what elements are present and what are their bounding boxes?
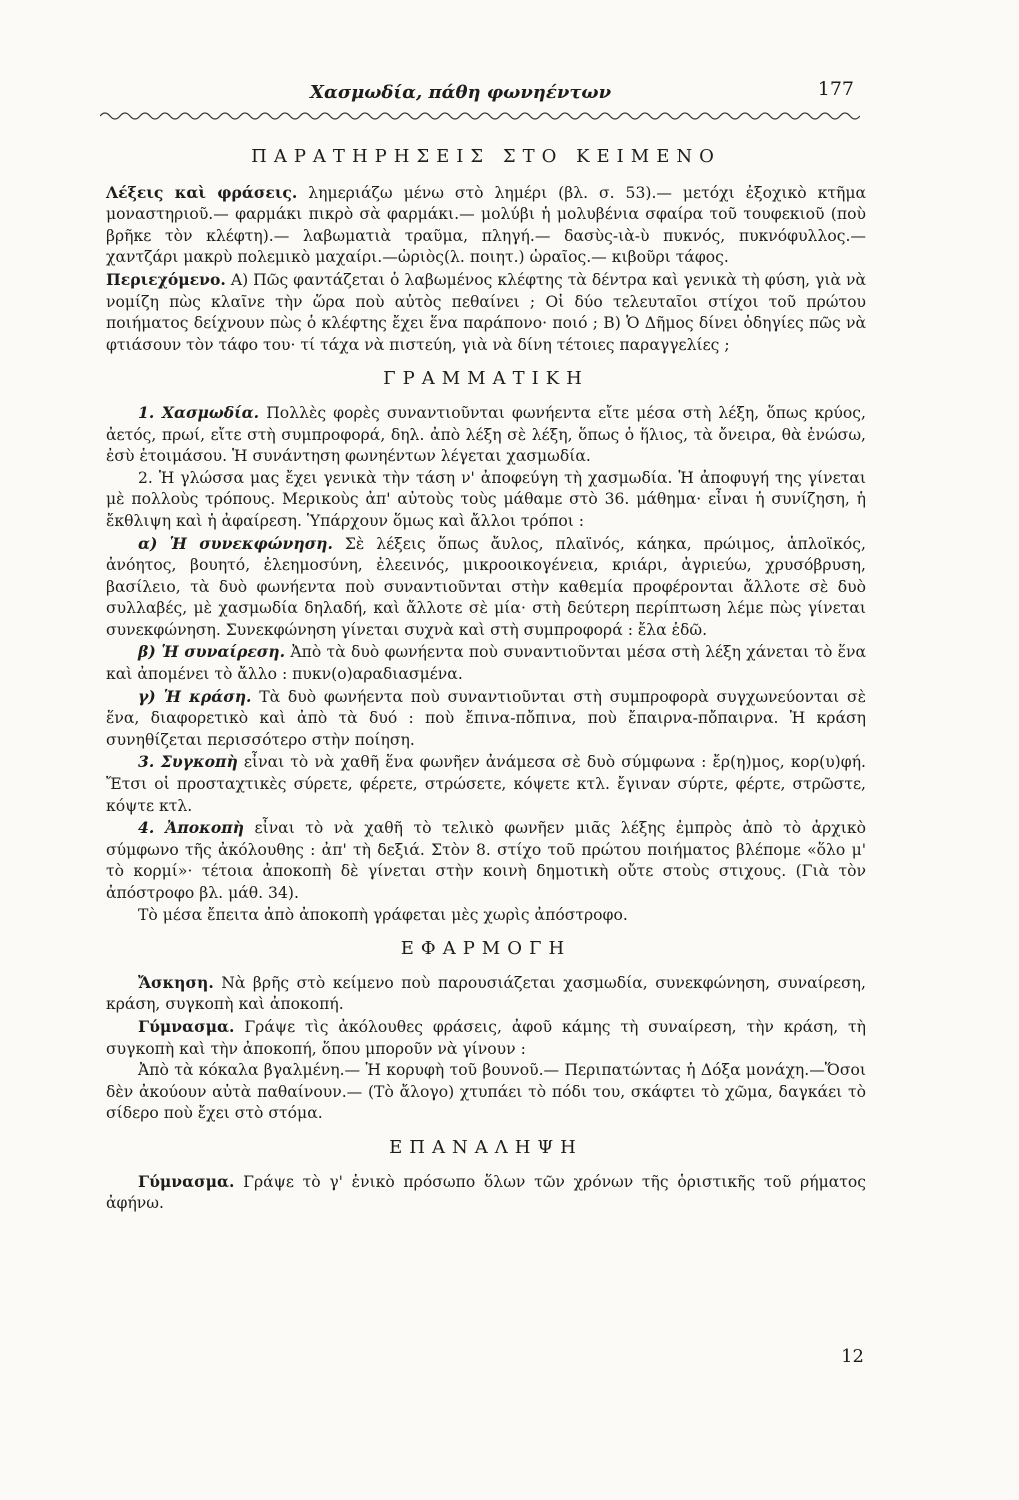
synekfonisi-label: α) Ἡ συνεκφώνηση. — [138, 533, 333, 553]
grammar-p2: 2. Ἡ γλώσσα μας ἔχει γενικὰ τὴν τάση ν' ἀποφεύγη τὴ χασμωδία. Ἡ ἀποφυγή της γίνεται μὲ πολλοὺς τρόπους. Μερικοὺς ἀπ' αὐτοὺς τοὺς μάθαμε στὸ 36. μάθημα· εἶναι ἡ συνίζηση, ἡ ἔκθλιψη καὶ ἡ ἀφαίρεση. Ὑπάρχουν ὅμως καὶ ἄλλοι τρόποι : — [106, 468, 866, 530]
hiatus-label: 1. Χασμωδία. — [138, 402, 260, 422]
hiatus-text: Πολλὲς φορὲς συναντιοῦνται φωνήεντα εἴτε μέσα στὴ λέξη, ὅπως κρύος, ἀετός, πρωί, εἴτε στὴ συμπροφορά, δηλ. ἀπὸ λέξη σὲ λέξη, ὅπως ὁ ἥλιος, τὰ ὄνειρα, θὰ ἑνώσω, ἐσὺ ἑτοιμάσου. Ἡ συνάντηση φωνηέντων λέγεται χασμωδία. — [106, 403, 866, 466]
grammar-p3 — [106, 751, 866, 817]
content-text: Α) Πῶς φαντάζεται ὁ λαβωμένος κλέφτης τὰ δέντρα καὶ γενικὰ τὴ φύση, γιὰ νὰ νομίζη πὼς κλαῖνε τὴν ὥρα ποὺ αὐτὸς πεθαίνει ; Οἱ δύο τελευταῖοι στίχοι τοῦ πρώτου ποιήματος δείχνουν πὼς ὁ κλέφτης ἔχει ἕνα παράπονο· ποιό ; Β) Ὁ Δῆμος δίνει ὁδηγίες πῶς νὰ φτιάσουν τὸν τάφο του· τί τάχα νὰ πιστεύη, γιὰ νὰ δίνη τέτοιες παραγγελίες ; — [106, 270, 866, 354]
apocope-label: 4. Ἀποκοπὴ — [138, 818, 244, 838]
grammar-b — [106, 641, 866, 685]
heading-application: ΕΦΑΡΜΟΓΗ — [400, 938, 572, 960]
page-number-bottom: 12 — [841, 1346, 864, 1367]
krasi-label: γ) Ἡ κράση. — [138, 686, 252, 706]
synairesi-label: β) Ἡ συναίρεση. — [138, 642, 286, 662]
drill-paragraph — [106, 1016, 866, 1060]
page-header — [100, 78, 860, 112]
exercise-label: Ἄσκηση. — [138, 972, 214, 992]
exercise-paragraph — [106, 972, 866, 1016]
drill-label: Γύμνασμα. — [138, 1016, 235, 1036]
wavy-rule — [100, 110, 860, 122]
content-paragraph — [106, 269, 866, 356]
grammar-p5: Τὸ μέσα ἔπειτα ἀπὸ ἀποκοπὴ γράφεται μὲς χωρὶς ἀπόστροφο. — [138, 905, 628, 924]
synairesi-text: Ἀπὸ τὰ δυὸ φωνήεντα ποὺ συναντιοῦνται μέσα στὴ λέξη χάνεται τὸ ἕνα καὶ ἀπομένει τὸ ἄλλο : πυκν(ο)αραδιασμένα. — [106, 643, 866, 684]
exercise-text: Νὰ βρῆς στὸ κείμενο ποὺ παρουσιάζεται χασμωδία, συνεκφώνηση, συναίρεση, κράση, συγκοπὴ καὶ ἀποκοπή. — [106, 973, 866, 1014]
grammar-c — [106, 686, 866, 752]
words-label: Λέξεις καὶ φράσεις. — [106, 182, 298, 202]
grammar-p1 — [106, 402, 866, 468]
review-drill-label: Γύμνασμα. — [138, 1171, 235, 1191]
page-body — [106, 138, 866, 1215]
syncope-label: 3. Συγκοπὴ — [138, 752, 238, 772]
running-title: Χασμωδία, πάθη φωνηέντων — [310, 82, 612, 103]
grammar-p4 — [106, 817, 866, 904]
grammar-a — [106, 533, 866, 642]
words-text: λημεριάζω μένω στὸ λημέρι (βλ. σ. 53).— μετόχι ἐξοχικὸ κτῆμα μοναστηριοῦ.— φαρμάκι πικρὸ σὰ φαρμάκι.— μολύβι ἡ μολυβένια σφαίρα τοῦ τουφεκιοῦ (ποὺ βρῆκε τὸν κλέφτη).— λαβωματιὰ τραῦμα, πληγή.— δασὺς-ιὰ-ὺ πυκνός, πυκνόφυλλος.—χαντζάρι μακρὺ πολεμικὸ μαχαίρι.—ὡριὸς(λ. ποιητ.) ὡραῖος.— κιβοῦρι τάφος. — [106, 183, 866, 267]
apocope-text: εἶναι τὸ νὰ χαθῆ τὸ τελικὸ φωνῆεν μιᾶς λέξης ἐμπρὸς ἀπὸ τὸ ἀρχικὸ σύμφωνο τῆς ἀκόλουθης : ἀπ' τὴ δεξιά. Στὸν 8. στίχο τοῦ πρώτου ποιήματος βλέπομε «ὅλο μ' τὸ κορμί»· τέτοια ἀποκοπὴ δὲ γίνεται στὴν κοινὴ δημοτικὴ οὔτε στοὺς στιχους. (Γιὰ τὸν ἀπόστροφο βλ. μάθ. 34). — [106, 819, 866, 902]
content-label: Περιεχόμενο. — [106, 269, 226, 289]
heading-grammar: ΓΡΑΜΜΑΤΙΚΗ — [383, 368, 589, 390]
review-paragraph — [106, 1171, 866, 1215]
drill-text: Γράψε τὶς ἀκόλουθες φράσεις, ἀφοῦ κάμης τὴ συναίρεση, τὴν κράση, τὴ συγκοπὴ καὶ τὴν ἀποκοπή, ὅπου μποροῦν νὰ γίνουν : — [106, 1017, 866, 1058]
review-drill-text: Γράψε τὸ γ' ἑνικὸ πρόσωπο ὅλων τῶν χρόνων τῆς ὁριστικῆς τοῦ ρήματος ἀφήνω. — [106, 1172, 866, 1213]
syncope-text: εἶναι τὸ νὰ χαθῆ ἕνα φωνῆεν ἀνάμεσα σὲ δυὸ σύμφωνα : ἔρ(η)μος, κορ(υ)φή. Ἔτσι οἱ προσταχτικὲς σύρετε, φέρετε, στρώσετε, κόψετε κτλ. ἔγιναν σύρτε, φέρτε, στρῶστε, κόψτε κτλ. — [106, 753, 866, 815]
page-number-top: 177 — [817, 78, 854, 100]
heading-review: ΕΠΑΝΑΛΗΨΗ — [389, 1136, 583, 1158]
heading-observations: ΠΑΡΑΤΗΡΗΣΕΙΣ ΣΤΟ ΚΕΙΜΕΝΟ — [251, 146, 721, 167]
synekfonisi-text: Σὲ λέξεις ὅπως ἄυλος, πλαϊνός, κάηκα, πρώιμος, ἁπλοϊκός, ἀνόητος, βουητό, ἐλεημοσύνη, ἐλεεινός, μικροοικογένεια, κριάρι, ἀγριεύω, χρυσόβρυση, βασίλειο, τὰ δυὸ φωνήεντα ποὺ συναντιοῦνται στὴν καθεμία προφέρονται ἄλλοτε σὲ δυὸ συλλαβές, μὲ χασμωδία δηλαδή, καὶ ἄλλοτε σὲ μία· στὴ δεύτερη περίπτωση λέμε πὼς γίνεται συνεκφώνηση. Συνεκφώνηση γίνεται συχνὰ καὶ στὴ συμπροφορά : ἔλα ἐδῶ. — [106, 534, 866, 639]
drill-phrases: Ἀπὸ τὰ κόκαλα βγαλμένη.— Ἡ κορυφὴ τοῦ βουνοῦ.— Περιπατώντας ἡ Δόξα μονάχη.—Ὅσοι δὲν ἀκούουν αὐτὰ παθαίνουν.— (Τὸ ἄλογο) χτυπάει τὸ πόδι του, σκάφτει τὸ χῶμα, δαγκάει τὸ σίδερο ποὺ ἔχει στὸ στόμα. — [106, 1061, 866, 1123]
words-and-phrases — [106, 182, 866, 269]
krasi-text: Τὰ δυὸ φωνήεντα ποὺ συναντιοῦνται στὴ συμπροφορὰ συγχωνεύονται σὲ ἕνα, διαφορετικὸ καὶ ἀπὸ τὰ δυό : ποὺ ἔπινα-πὄπινα, ποὺ ἔπαιρνα-πὄπαιρνα. Ἡ κράση συνηθίζεται περισσότερο στὴν ποίηση. — [106, 687, 866, 749]
